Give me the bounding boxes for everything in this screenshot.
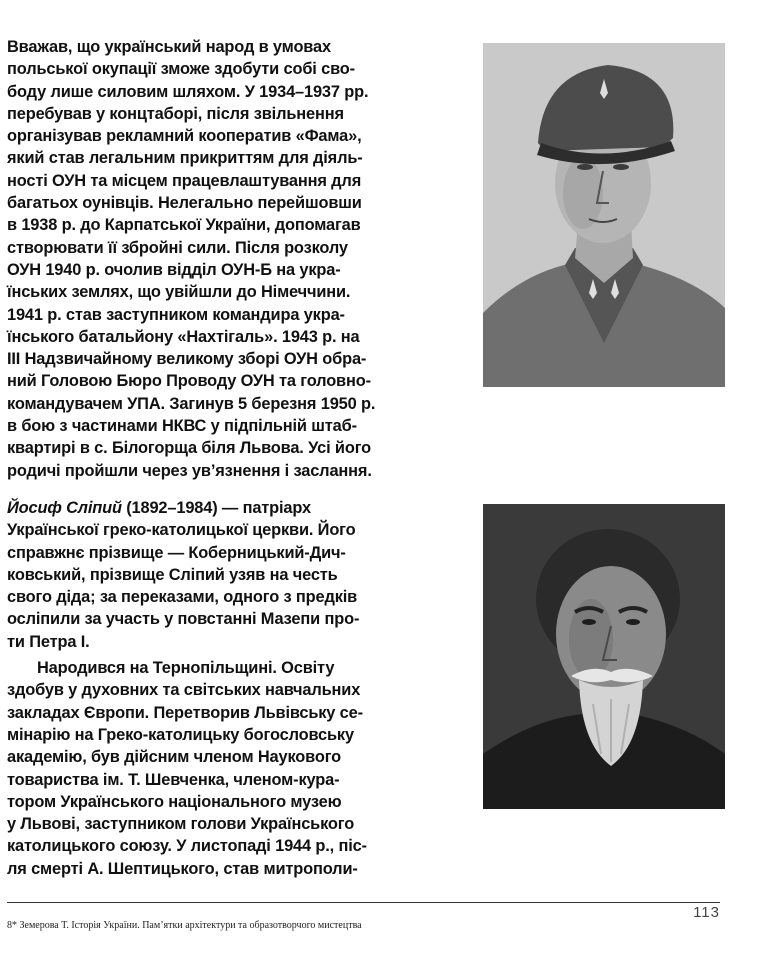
- text-line: польської окупації зможе здобути собі сво-: [7, 60, 355, 79]
- paragraph: [7, 497, 380, 653]
- text-line: ІІІ Надзвичайному великому зборі ОУН обра-: [7, 350, 367, 369]
- text-line: боду лише силовим шляхом. У 1934–1937 рр.: [7, 82, 369, 101]
- text-line: в бою з частинами НКВС у підпільній штаб-: [7, 417, 357, 436]
- text-line: квартирі в с. Білогорща біля Львова. Усі його: [7, 439, 372, 458]
- text-line: їнських землях, що увійшли до Німеччини.: [7, 283, 351, 302]
- text-line: їнського батальйону «Нахтігаль». 1943 р. на: [7, 327, 360, 346]
- portrait-officer-drawing: [483, 43, 725, 387]
- text-line: ний Головою Бюро Проводу ОУН та головно-: [7, 372, 371, 391]
- text-line: осліпили за участь у повстанні Мазепи про-: [7, 610, 360, 629]
- text-line: ності ОУН та місцем працевлаштування для: [7, 171, 362, 190]
- paragraph: [7, 657, 380, 880]
- text-line: у Львові, заступником голови Українського: [7, 815, 355, 834]
- text-line: мінарію на Греко-католицьку богословську: [7, 725, 354, 744]
- portrait-officer: [483, 43, 725, 387]
- text-line: створювати її збройні сили. Після розколу: [7, 238, 348, 257]
- text-line: ОУН 1940 р. очолив відділ ОУН-Б на укра-: [7, 260, 341, 279]
- portrait-elder-drawing: [483, 504, 725, 809]
- text-line: в 1938 р. до Карпатської України, допомагав: [7, 216, 361, 235]
- person-name: Йосиф Сліпий: [7, 499, 122, 517]
- text-line: перебував у концтаборі, після звільнення: [7, 104, 344, 123]
- footer-note: 8* Земерова Т. Історія України. Пам’ятки архітектури та образотворчого мистецтва: [7, 920, 362, 931]
- text-line: свого діда; за переказами, одного з предків: [7, 588, 358, 607]
- text-line: командувачем УПА. Загинув 5 березня 1950 р.: [7, 394, 376, 413]
- text-line: ковський, прізвище Сліпий узяв на честь: [7, 565, 338, 584]
- page-number: 113: [693, 904, 720, 921]
- text-line: родичі пройшли через ув’язнення і заслання.: [7, 461, 372, 480]
- text-line: організував рекламний кооператив «Фама»,: [7, 127, 362, 146]
- text-line: тором Українського національного музею: [7, 792, 342, 811]
- text-line: 1941 р. став заступником командира укра-: [7, 305, 345, 324]
- text-line: товариства ім. Т. Шевченка, членом-кура-: [7, 770, 340, 789]
- text-line: католицького союзу. У листопаді 1944 р., піс-: [7, 837, 367, 856]
- footer-divider: [7, 902, 720, 903]
- text-line: багатьох оунівців. Нелегально перейшовши: [7, 194, 362, 213]
- text-line: здобув у духовних та світських навчальних: [7, 681, 361, 700]
- article-text-top: [7, 36, 380, 482]
- text-line: ти Петра І.: [7, 632, 90, 651]
- text-line: Вважав, що український народ в умовах: [7, 38, 331, 56]
- portrait-elder: [483, 504, 725, 809]
- text-line: ля смерті А. Шептицького, став митрополи-: [7, 859, 358, 878]
- text-line: академію, був дійсним членом Наукового: [7, 748, 342, 767]
- paragraph: [7, 36, 380, 482]
- text-line: який став легальним прикриттям для діяль-: [7, 149, 363, 168]
- text-line: (1892–1984) — патріарх: [121, 499, 312, 517]
- text-line: справжнє прізвище — Коберницький-Дич-: [7, 543, 346, 562]
- text-line: Народився на Тернопільщині. Освіту: [37, 659, 335, 678]
- article-text-bottom: [7, 497, 380, 880]
- text-line: закладах Європи. Перетворив Львівську се-: [7, 703, 363, 722]
- text-line: Української греко-католицької церкви. Його: [7, 521, 356, 540]
